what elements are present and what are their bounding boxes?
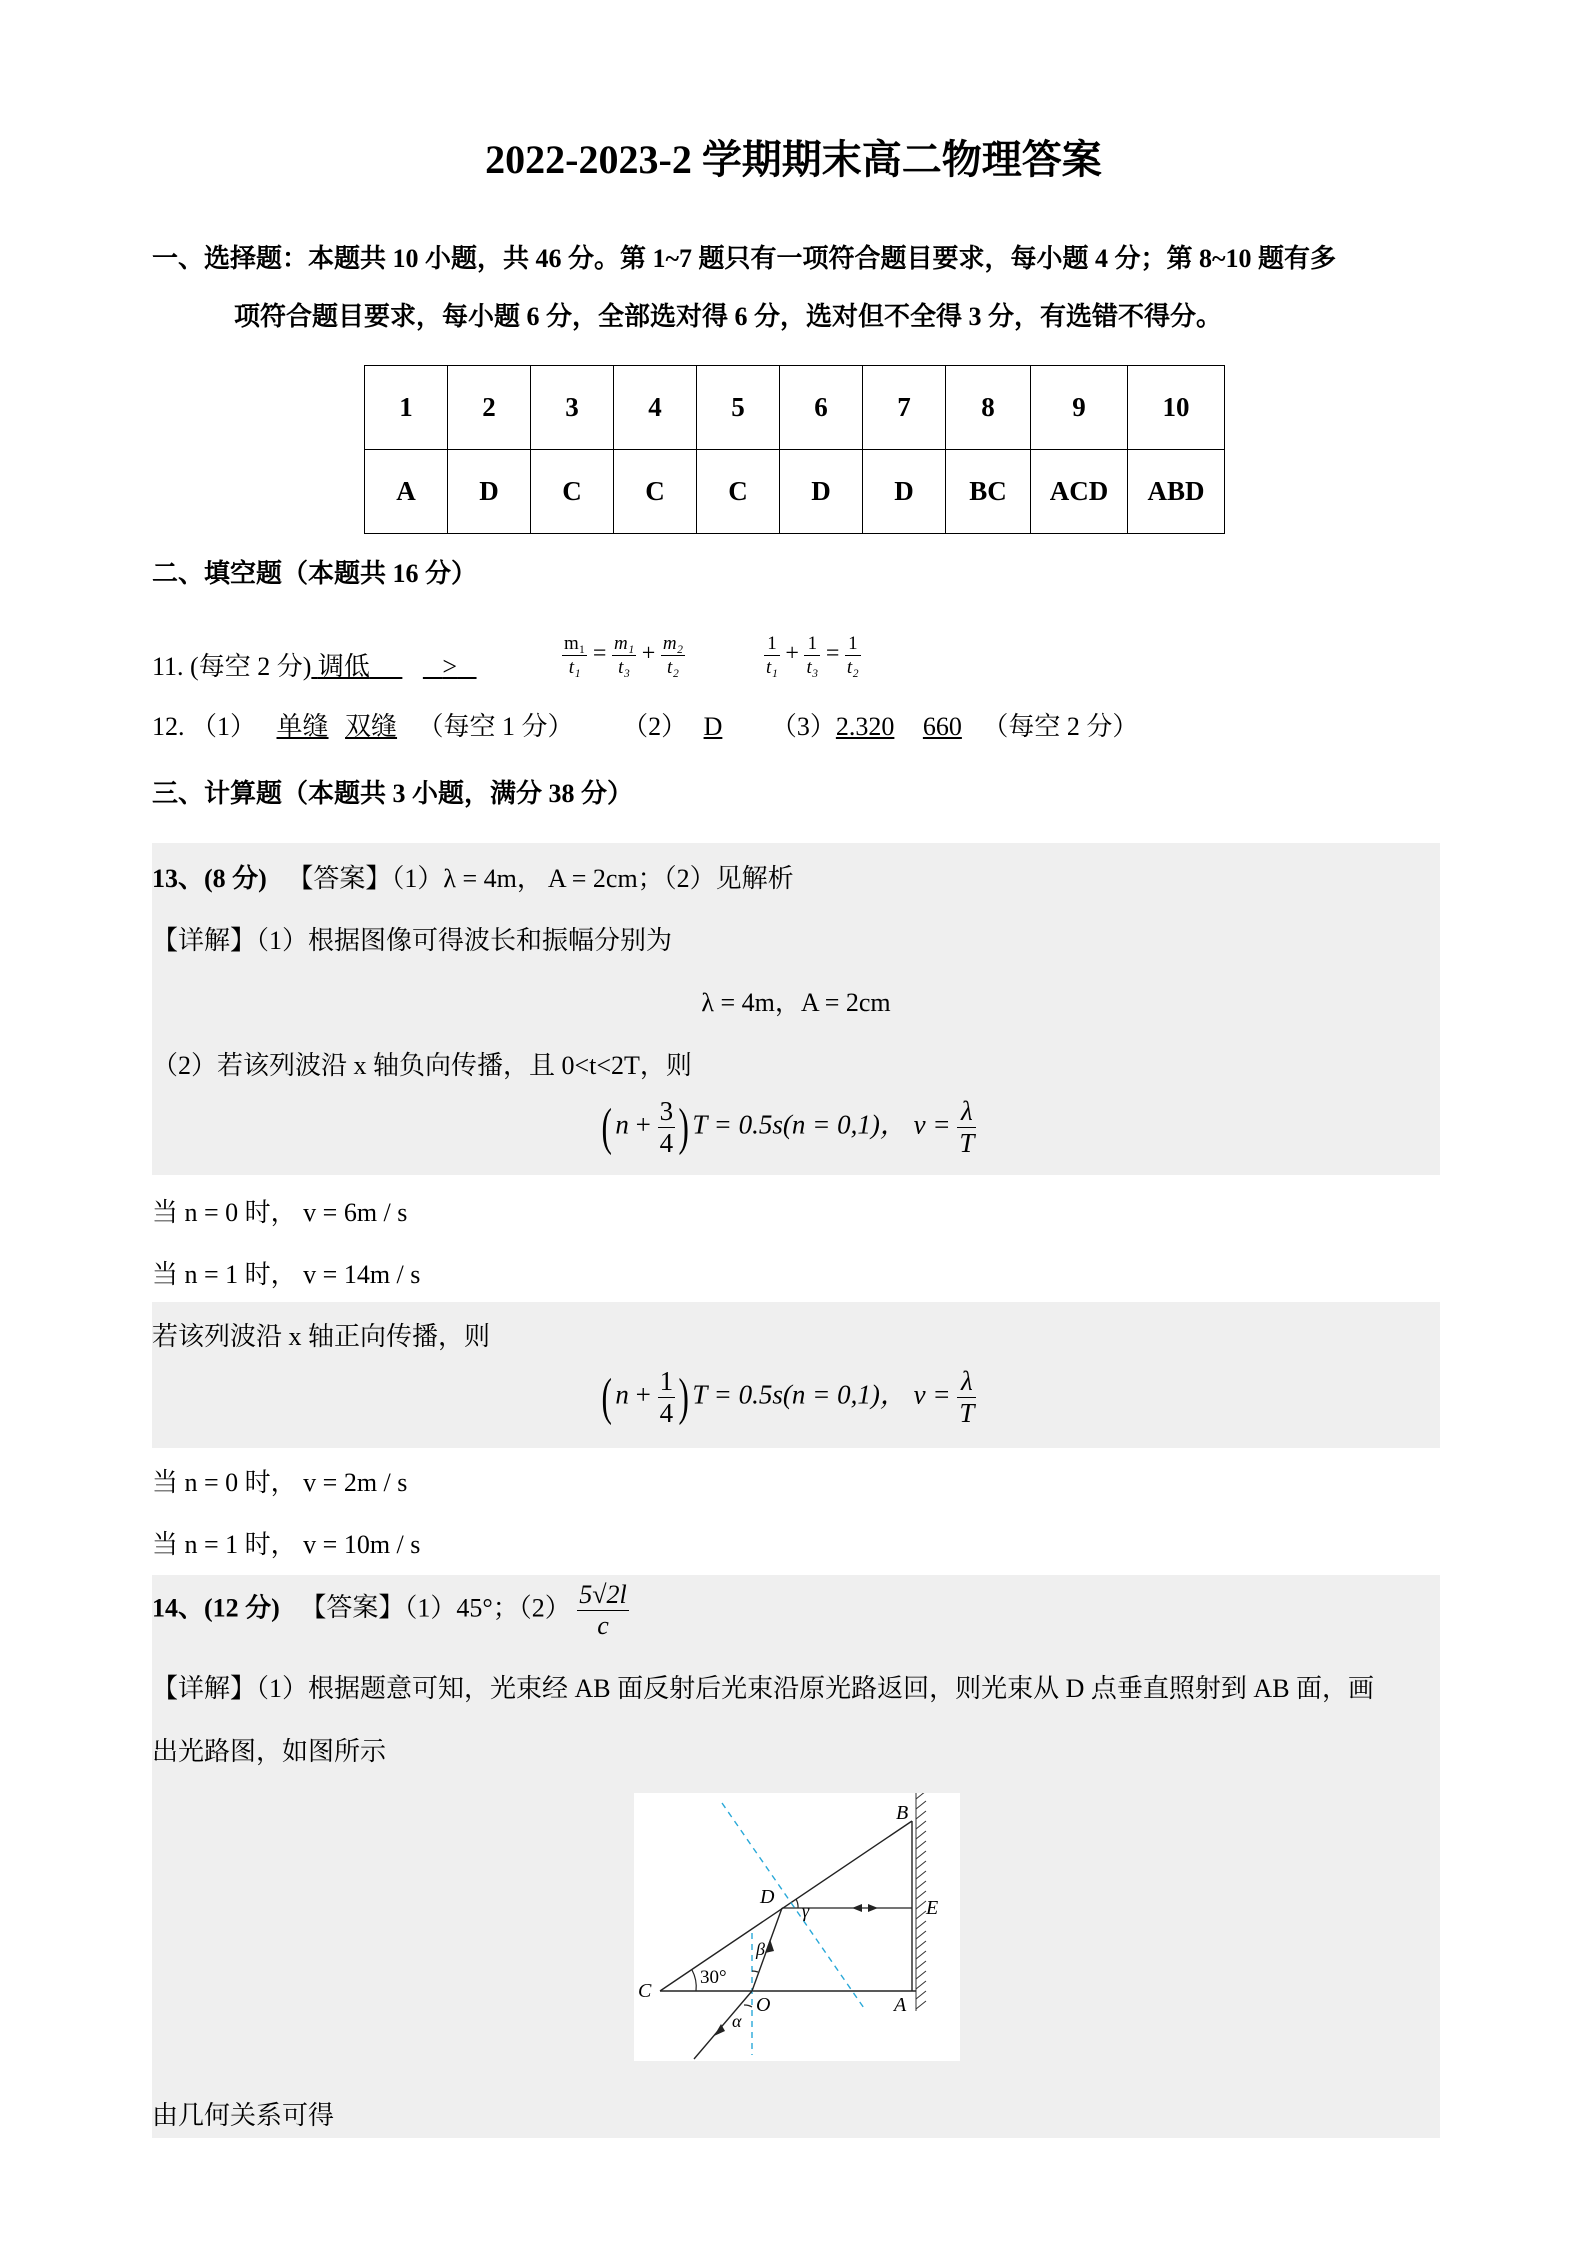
- q13-label: 13、(8 分): [152, 864, 267, 893]
- table-cell-q2: 2: [448, 366, 531, 450]
- table-cell-q7: 7: [863, 366, 946, 450]
- answer-table-answer-row: [365, 450, 1225, 534]
- q13-answer: （1）λ = 4m， A = 2cm；（2）见解析: [391, 864, 794, 893]
- q12-line: [152, 706, 1138, 743]
- q12-part3: （3）: [770, 712, 836, 741]
- table-cell-q1: 1: [365, 366, 448, 450]
- q12-answer4: 2.320: [835, 712, 895, 741]
- q13-pos-n0: 当 n = 0 时， v = 2m / s: [152, 1468, 408, 1497]
- q14-detail-line1: [152, 1668, 1374, 1705]
- q13-neg-n0: 当 n = 0 时， v = 6m / s: [152, 1198, 408, 1227]
- label-C: C: [638, 1980, 652, 2002]
- q11-label: [152, 646, 477, 683]
- label-beta: β: [756, 1939, 765, 1959]
- q14-label: 14、(12 分): [152, 1593, 280, 1623]
- label-A: A: [894, 1994, 907, 2016]
- q14-detail-tag: 【详解】: [152, 1674, 257, 1703]
- label-B: B: [896, 1802, 909, 1824]
- q12-note2: （每空 2 分）: [982, 712, 1139, 741]
- q14-header: [152, 1582, 629, 1639]
- table-cell-a1: A: [365, 450, 448, 534]
- figure-background: [634, 1793, 960, 2061]
- section1-instructions-line1: 一、选择题：本题共 10 小题，共 46 分。第 1~7 题只有一项符合题目要求，每小题 4 分；第 8~10 题有多: [152, 244, 1337, 273]
- q12-label: 12. （1）: [152, 712, 257, 741]
- q13-neg-n1: 当 n = 1 时， v = 14m / s: [152, 1260, 421, 1289]
- q14-geometry-line: 由几何关系可得: [152, 2101, 335, 2130]
- table-cell-a3: C: [531, 450, 614, 534]
- q11-formula2: $\frac{1}{\text{t₁}}$ + $\frac{1}{\text{t₃}}$ = $\frac{1}{\text{t₂}}$: [766, 633, 859, 678]
- section2-heading: 二、填空题（本题共 16 分）: [152, 559, 478, 588]
- label-O: O: [756, 1994, 771, 2016]
- table-cell-a10: ABD: [1128, 450, 1225, 534]
- q12-answer5: 660: [922, 712, 962, 741]
- page-title: 2022-2023-2 学期期末高二物理答案: [485, 137, 1102, 182]
- q13-detail-text: （1）根据图像可得波长和振幅分别为: [256, 926, 673, 955]
- table-cell-a7: D: [863, 450, 946, 534]
- q11-formula1: $\frac{\text{m₁}}{\text{t₁}}$ = $\frac{\text{m₁}}{\text{t₃}}$ + $\frac{\text{m₂}}{\text{t₂}}$: [564, 633, 684, 678]
- q11-answer2: >: [442, 652, 458, 681]
- q13-detail-line: [152, 920, 672, 957]
- section1-instructions-line2: 项符合题目要求，每小题 6 分，全部选对得 6 分，选对但不全得 3 分，有选错不得分。: [234, 302, 1223, 331]
- q13-eq3: ( n + $\frac{1}{4}$ ) T = 0.5s(n = 0,1)， v = $\frac{\lambda}{T}$: [601, 1366, 975, 1428]
- table-cell-q8: 8: [946, 366, 1031, 450]
- table-cell-q10: 10: [1128, 366, 1225, 450]
- q13-pos-n1: 当 n = 1 时， v = 10m / s: [152, 1530, 421, 1559]
- q11-label-text: 11. (每空 2 分): [152, 652, 312, 681]
- q12-answer2: 双缝: [345, 712, 398, 741]
- table-cell-a6: D: [780, 450, 863, 534]
- q14-answer: （1）45°；（2）: [404, 1593, 571, 1623]
- label-D: D: [760, 1886, 775, 1908]
- q13-pos-intro: 若该列波沿 x 轴正向传播，则: [152, 1322, 491, 1351]
- table-cell-a9: ACD: [1031, 450, 1128, 534]
- label-30deg: 30°: [700, 1967, 727, 1988]
- label-E: E: [926, 1897, 939, 1919]
- table-cell-q6: 6: [780, 366, 863, 450]
- q12-answer3: D: [703, 712, 723, 741]
- q11-answer1: 调低: [317, 652, 370, 681]
- table-cell-q9: 9: [1031, 366, 1128, 450]
- answer-table-header-row: [365, 366, 1225, 450]
- optics-figure: [634, 1793, 960, 2061]
- q13-header: [152, 858, 794, 895]
- section3-heading: 三、计算题（本题共 3 小题，满分 38 分）: [152, 779, 634, 808]
- answer-table: [364, 365, 1225, 534]
- q13-detail-tag: 【详解】: [152, 926, 257, 955]
- q13-answer-tag: 【答案】: [287, 864, 392, 893]
- q14-detail-text: （1）根据题意可知，光束经 AB 面反射后光束沿原光路返回，则光束从 D 点垂直照射到 AB 面，画: [256, 1674, 1375, 1703]
- table-cell-q5: 5: [697, 366, 780, 450]
- q14-answer-tag: 【答案】: [300, 1593, 405, 1623]
- table-cell-q3: 3: [531, 366, 614, 450]
- q12-answer1: 单缝: [276, 712, 329, 741]
- q12-part2: （2）: [622, 712, 688, 741]
- table-cell-a2: D: [448, 450, 531, 534]
- q12-note1: （每空 1 分）: [417, 712, 574, 741]
- table-cell-a4: C: [614, 450, 697, 534]
- table-cell-a8: BC: [946, 450, 1031, 534]
- q14-detail-line2: 出光路图，如图所示: [152, 1737, 387, 1766]
- table-cell-a5: C: [697, 450, 780, 534]
- label-alpha: α: [732, 2011, 742, 2031]
- q13-eq1: λ = 4m，A = 2cm: [701, 988, 891, 1017]
- q13-eq2: ( n + $\frac{3}{4}$ ) T = 0.5s(n = 0,1)， v = $\frac{\lambda}{T}$: [601, 1096, 975, 1158]
- table-cell-q4: 4: [614, 366, 697, 450]
- q13-part2: （2）若该列波沿 x 轴负向传播，且 0<t<2T，则: [152, 1051, 692, 1080]
- q14-answer-fraction: $\frac{5√2l}{c}$: [579, 1580, 627, 1640]
- label-gamma: γ: [802, 1901, 810, 1921]
